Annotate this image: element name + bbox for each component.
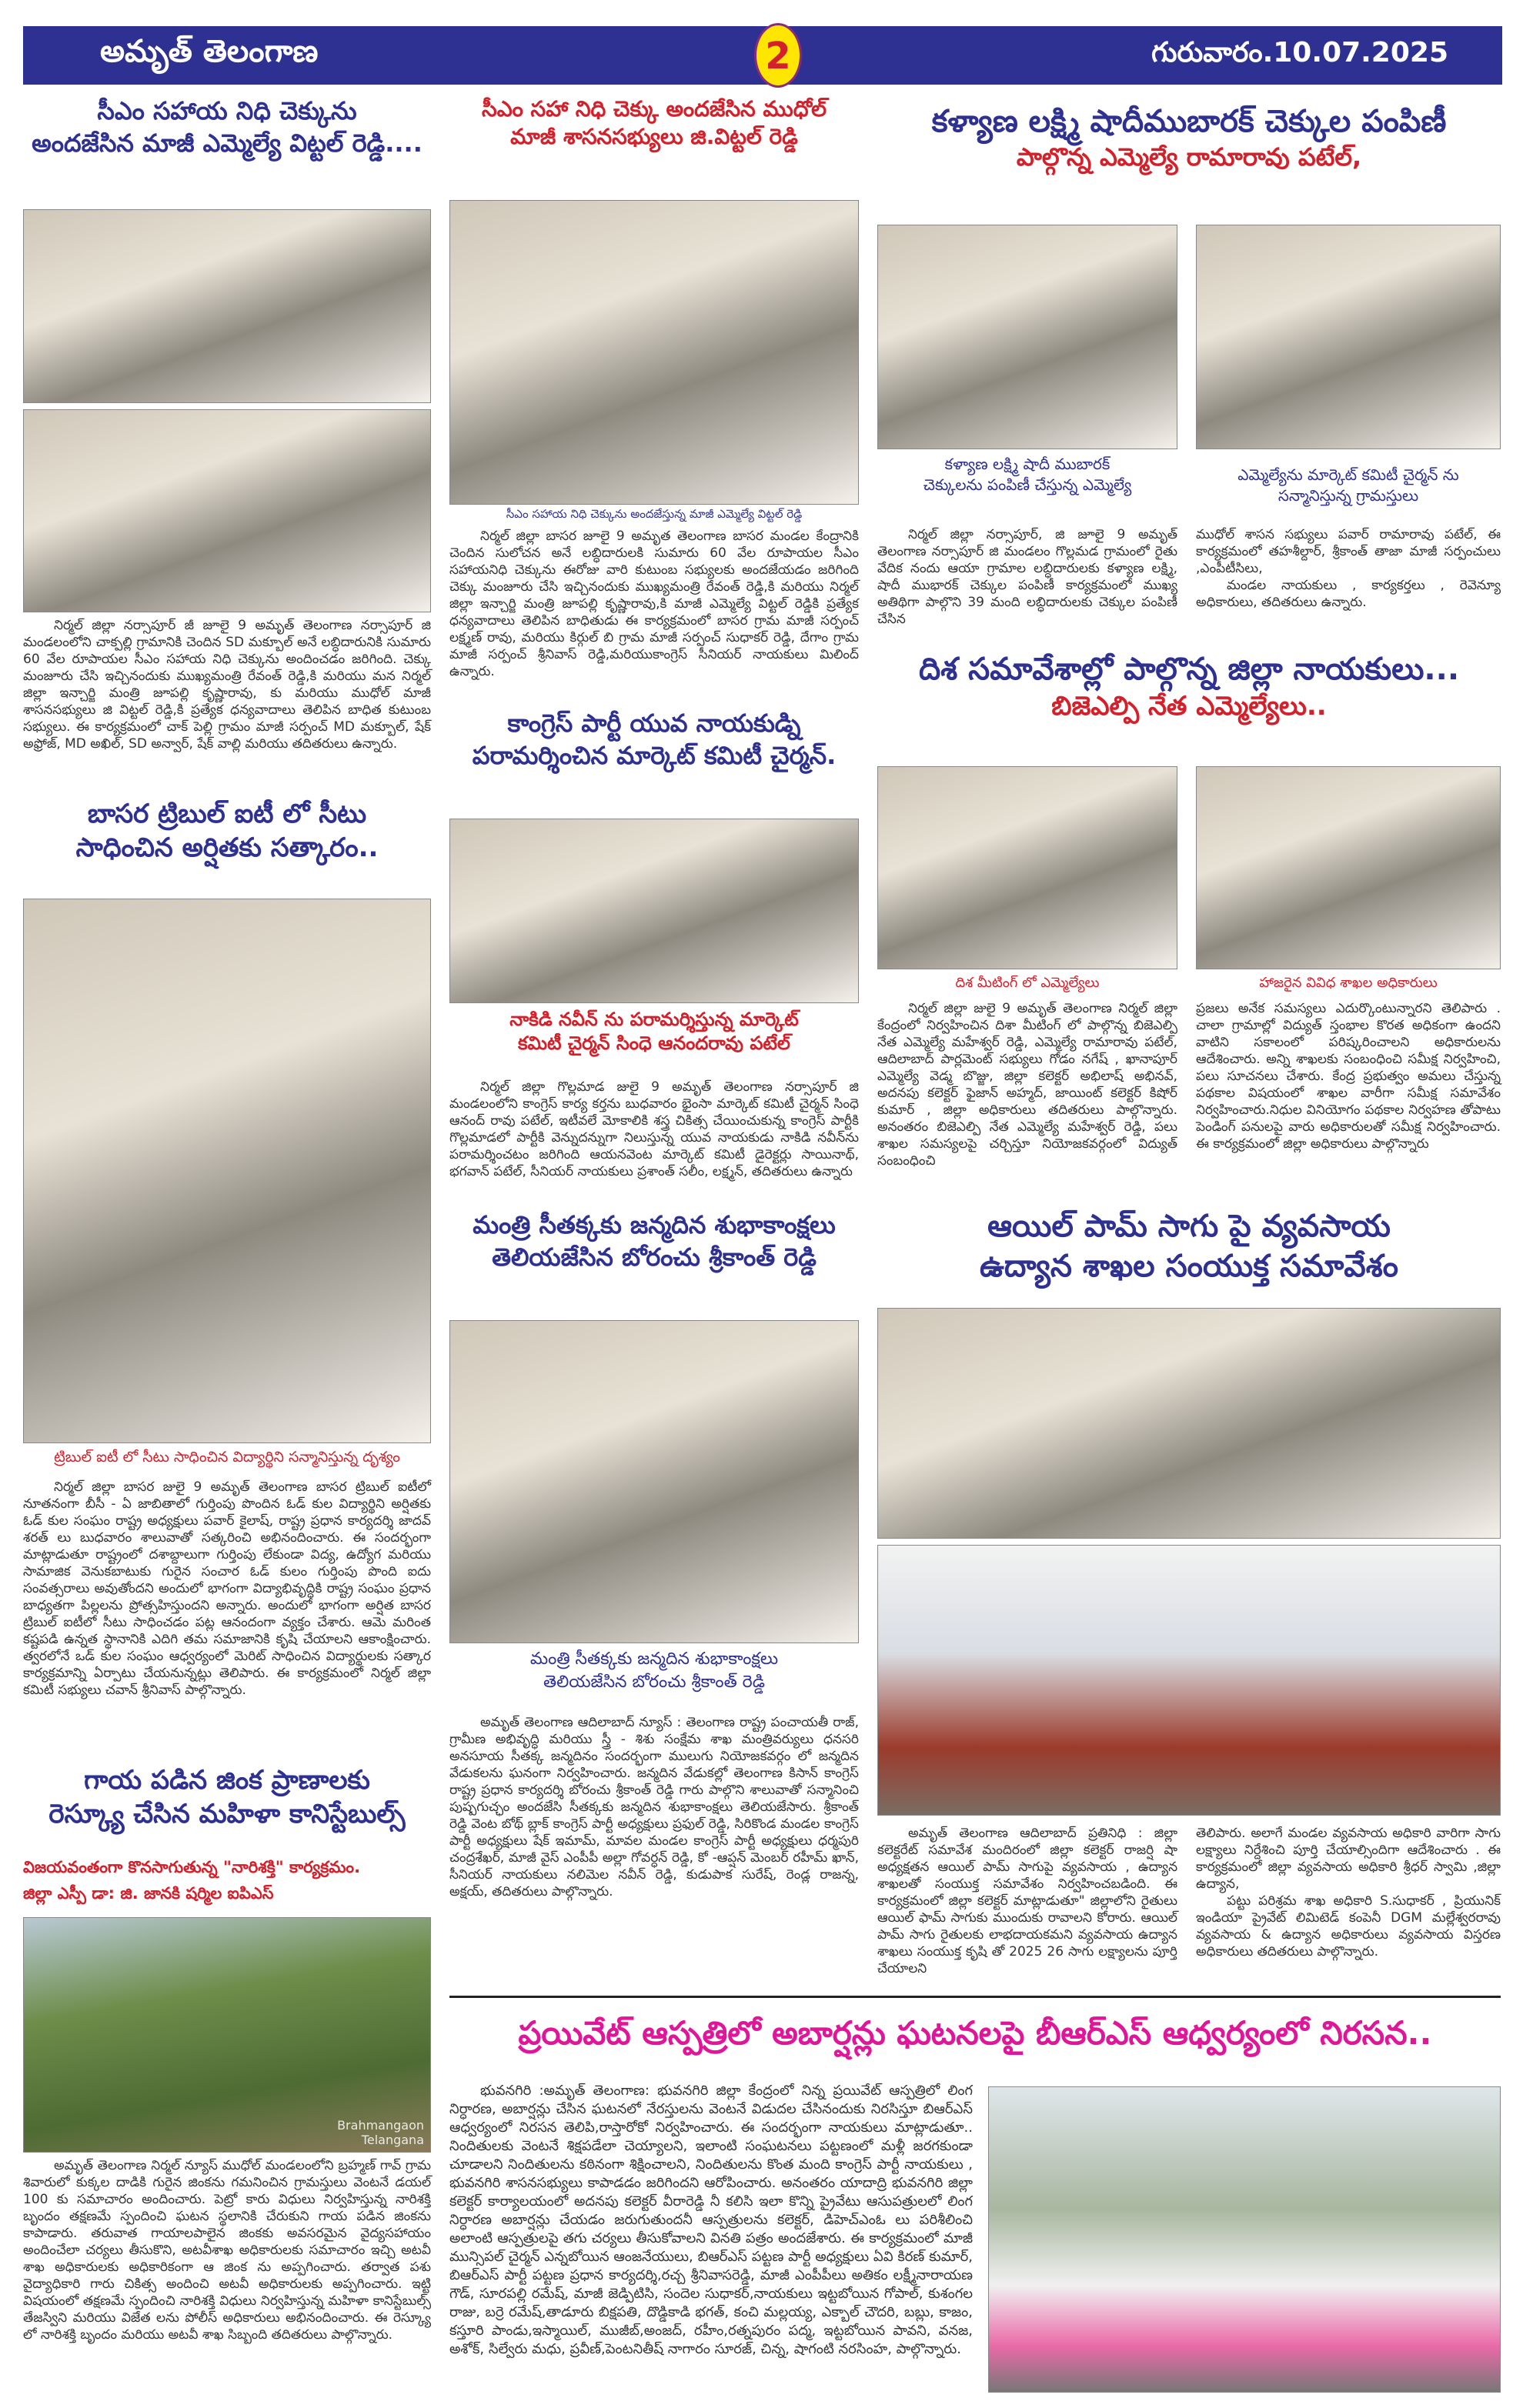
photo-caption: సీఎం సహాయ నిధి చెక్కును అందజేస్తున్న మాజీ ఎమ్మెల్యే విట్టల్ రెడ్డి xyxy=(506,507,803,521)
headline-line: పాల్గొన్న ఎమ్మెల్యే రామారావు పటేల్, xyxy=(1016,142,1362,172)
stamp-line: Brahmangaon xyxy=(337,2118,424,2133)
subheads xyxy=(23,1854,431,1906)
headline-line: దిశ సమావేశాల్లో పాల్గొన్న జిల్లా నాయకులు... xyxy=(918,652,1460,687)
headline-line: మాజీ శాసనసభ్యులు జి.విట్టల్ రెడ్డి xyxy=(510,124,798,150)
article-body: నిర్మల్ జిల్లా నర్సాపూర్ జీ జూలై 9 అమృత్ తెలంగాణ నర్సాపూర్ జి మండలంలోని చాక్పల్లి గ్రామానికి చెందిన SD మక్బూల్ అనే లబ్ధిదారునికి సుమారు 60 వేల రూపాయల సీఎం సహాయ నిధి చెక్కును అందించడం జరిగింది. చెక్కు మంజూరు చేసి ఇచ్చినందుకు ముఖ్యమంత్రి రేవంత్ రెడ్డి,కి మరియు మన నిర్మల్ జిల్లా ఇన్చార్జి మంత్రి జూపల్లి కృష్ణారావు, కు మరియు ముధోల్ మాజీ శాసనసభ్యులు జి విట్టల్ రెడ్డి,కి ప్రత్యేక ధన్యవాదాలు తెలిపిన బాధిత కుటుంబ సభ్యులు. ఈ కార్యక్రమంలో చాక్ పెల్లి గ్రామం మాజీ సర్పంచ్ MD మక్బూల్, షేక్ అఫ్రోజ్, MD అఖిల్, SD అన్వార్, షేక్ వాల్లి మరియు తదితరులు ఉన్నారు. xyxy=(23,618,431,752)
caption-line: సన్మానిస్తున్న గ్రామస్తులు xyxy=(1278,486,1419,505)
issue-date: గురువారం.10.07.2025 xyxy=(1151,37,1448,68)
photo-location-stamp xyxy=(337,2118,424,2147)
page-number-badge: 2 xyxy=(754,23,802,88)
photo-cheque-handover-1 xyxy=(23,209,431,403)
photo-mla-felicitation xyxy=(1196,225,1501,449)
headline-iiit-seat xyxy=(23,797,431,865)
paragraph: పట్టు పరిశ్రమ శాఖ అధికారి S.సుధాకర్ , ప్రియునిక్ ఇండియా ప్రైవేట్ లిమిటెడ్ కంపెనీ DGM మల్లేశ్వరరావు వ్యవసాయ & ఉద్యాన అధికారులు వ్యవసాయ విస్తరణ అధికారులు తదితరులు పాల్గొన్నారు. xyxy=(1196,1893,1501,1959)
article-body: అమృత్ తెలంగాణ ఆదిలాబాద్ న్యూస్ : తెలంగాణ రాష్ట్ర పంచాయతీ రాజ్, గ్రామీణ అభివృద్ధి మరియు స్త్రీ - శిశు సంక్షేమ శాఖ మంత్రివర్యులు ధనసరి అనసూయ సీతక్క జన్మదినం సందర్భంగా ములుగు నియోజకవర్గం లో జన్మదిన వేడుకలను ఘనంగా నిర్వహించారు. జన్మదిన వేడుకల్లో తెలంగాణ కిసాన్ కాంగ్రెస్ రాష్ట్ర ప్రధాన కార్యదర్శి బోరంచు శ్రీకాంత్ రెడ్డి గారు పాల్గొని శాలువాతో సన్మానించి పుష్పగుచ్ఛం అందజేసి సీతక్కకు జన్మదిన శుభాకాంక్షలు తెలియజేసారు. శ్రీకాంత్ రెడ్డి వెంట బోథ్ బ్లాక్ కాంగ్రెస్ పార్టీ అధ్యక్షులు ప్రఫుల్ రెడ్డి, సిరికొండ మండల కాంగ్రెస్ పార్టీ అధ్యక్షులు షేక్ ఇమామ్, మావల మండల కాంగ్రెస్ పార్టీ అధ్యక్షులు ధర్మపురి చంద్రశేఖర్, మాజీ వైస్ ఎంపీపీ అల్లా గోవర్ధన్ రెడ్డి, కో -ఆప్షన్ మెంబర్ రహీమ్ ఖాన్, సీనియర్ నాయకులు నలిమెల నవీన్ రెడ్డి, కుడుపాక సురేష్, రెండ్ల రాజన్న, అక్షయ్, తదితరులు పాల్గొన్నారు. xyxy=(449,1715,859,1899)
photo-oil-palm-release xyxy=(877,1308,1501,1539)
photo-caption: ట్రిబుల్ ఐటీ లో సీటు సాధించిన విద్యార్థిని సన్మానిస్తున్న దృశ్యం xyxy=(54,1449,400,1466)
caption-line: తెలియజేసిన బోరంచు శ్రీకాంత్ రెడ్డి xyxy=(543,1672,766,1692)
caption-line: ఎమ్మెల్యేను మార్కెట్ కమిటీ చైర్మన్ ను xyxy=(1237,465,1459,484)
headline-oil-palm-meeting xyxy=(877,1206,1501,1286)
caption-line: మంత్రి సీతక్కకు జన్మదిన శుభాకాంక్షలు xyxy=(529,1649,779,1669)
photo-caption xyxy=(449,1008,859,1056)
article-body: నిర్మల్ జిల్లా నర్సాపూర్, జి జూలై 9 అమృత్ తెలంగాణ నర్సాపూర్ జి మండలం గొల్లమడ గ్రామంలో రైతు వేదిక నందు ఆయా గ్రామాల లబ్ధిదారులకు కళ్యాణ లక్ష్మి, షాదీ ముభారక్ చెక్కుల పంపిణీ కార్యక్రమంలో ముఖ్య అతిథిగా పాల్గొని 39 మంది లబ్ధిదారులకు చెక్కుల పంపిణీ చేసిన xyxy=(877,527,1177,627)
caption-line: కమిటీ చైర్మన్ సింధె ఆనందరావు పటేల్ xyxy=(518,1032,790,1055)
photo-cheque-distribution xyxy=(877,225,1177,449)
caption-line: కళ్యాణ లక్ష్మి షాదీ ముబారక్ xyxy=(944,455,1111,473)
article-body: అమృత్ తెలంగాణ ఆదిలాబాద్ ప్రతినిధి : జిల్లా కలెక్టరేట్ సమావేశ మందిరంలో జిల్లా కలెక్టర్ రాజర్షి షా అధ్యక్షతన ఆయిల్ పామ్ సాగుపై వ్యవసాయ , ఉద్యాన శాఖలతో సంయుక్త సమావేశం నిర్వహించబడింది. ఈ కార్యక్రమంలో జిల్లా కలెక్టర్ మాట్లాడుతూ" జిల్లాలోని రైతులు ఆయిల్ ఫామ్ సాగుకు ముందుకు రావాలని కోరారు. ఆయిల్ పామ్ సాగు రైతులకు లాభదాయకమని వ్యవసాయ ఉద్యాన శాఖలు సంయుక్త కృషి తో 2025 26 సాగు లక్ష్యాలను పూర్తి చేయాలని xyxy=(877,1826,1177,1976)
headline-line: బాసర ట్రిబుల్ ఐటీ లో సీటు xyxy=(87,799,367,829)
headline-line: గాయ పడిన జింక ప్రాణాలకు xyxy=(84,1765,370,1796)
photo-officials-audience xyxy=(1196,766,1501,969)
headline-seethakka-birthday xyxy=(449,1209,859,1273)
photo-disha-meeting-dais xyxy=(877,766,1177,969)
headline-cm-relief-fund xyxy=(23,95,431,159)
photo-caption xyxy=(877,454,1177,495)
headline-line: కళ్యాణ లక్ష్మి షాదీముబారక్ చెక్కుల పంపిణీ xyxy=(931,104,1447,139)
article-body: అమృత్ తెలంగాణ నిర్మల్ న్యూస్ ముధోల్ మండలంలోని బ్రహ్మణ్ గావ్ గ్రామ శివారులో కుక్కల దాడికి గురైన జింకను గమనించిన గ్రామస్తులు వెంటనే డయల్ 100 కు సమాచారం అందించారు. పెట్రో కారు విధులు నిర్వహిస్తున్న నారిశక్తి బృందం తక్షణమే స్పందించి ఘటన స్థలానికి చేరుకుని గాయ పడిన జింకను కాపాడారు. తరువాత గాయాలపాలైన జింకకు అవసరమైన వైద్యసహాయం అందించేలా చర్యలు తీసుకొని, అటవీశాఖ అధికారులకు సమాచారం ఇచ్చి అటవీ శాఖ అధికారులకు అధికారికంగా ఆ జింక ను అప్పగించారు. తర్వాత పశు వైద్యాధికారి గారు చికిత్స అందించి అటవీ అధికారులకు అప్పగించారు. ఇట్టి విషయంలో తక్షణమే స్పందించి నారిశక్తి విధులు నిర్వహిస్తున్న మహిళా కానిస్టేబుల్స్ తేజస్విని మరియు విజేత లను పోలీస్ అధికారులు అభినందించారు. ఈ రెస్క్యూ లో నారిశక్తి బృందం మరియు అటవీ శాఖ సిబ్బంది తదితరులు పాల్గొన్నారు. xyxy=(23,2158,431,2343)
photo-cheque-office xyxy=(449,200,859,505)
headline-line: సీఎం సహా నిధి చెక్కు అందజేసిన ముధోల్ xyxy=(482,96,827,122)
photo-caption: హాజరైన వివిధ శాఖల అధికారులు xyxy=(1259,975,1438,991)
headline-line: ఉద్యాన శాఖల సంయుక్త సమావేశం xyxy=(979,1249,1399,1284)
headline-kalyana-lakshmi xyxy=(877,102,1501,174)
headline-line: ఆయిల్ పామ్ సాగు పై వ్యవసాయ xyxy=(987,1209,1391,1244)
headline-line: తెలియజేసిన బోరంచు శ్రీకాంత్ రెడ్డి xyxy=(492,1242,817,1272)
newspaper-title: అమృత్ తెలంగాణ xyxy=(100,34,319,69)
photo-birthday-celebration xyxy=(449,1320,859,1643)
photo-hospital-visit xyxy=(449,819,859,1003)
headline-deer-rescue xyxy=(23,1763,431,1831)
headline-line: మంత్రి సీతక్కకు జన్మదిన శుభాకాంక్షలు xyxy=(473,1210,836,1239)
article-body: నిర్మల్ జిల్లా బాసర జూలై 9 అమృత తెలంగాణ బాసర మండల కేంద్రానికి చెందిన సులోచన అనే లబ్ధిదారులకి సుమారు 60 వేల రూపాయల సీఎం సహాయనిధి చెక్కును ఈరోజు వారి కుటుంబ సభ్యులకు అందజేయడం జరిగింది చెక్కు మంజూరు చేసి ఇచ్చినందుకు ముఖ్యమంత్రి రేవంత్ రెడ్డి,కి మరియు నిర్మల్ జిల్లా ఇన్చార్జి మంత్రి జూపల్లి కృష్ణారావు,కి మాజీ ఎమ్మెల్యే విట్టల్ రెడ్డికి ప్రత్యేక ధన్యవాదాలు తెలిపిన బాధితుడు ఈ కార్యక్రమంలో బాసర గ్రామ మాజీ సర్పంచ్ లక్ష్మణ్ రావు, మరియు కిర్గుల్ బి గ్రామ మాజీ సర్పంచ్ సుధాకర్ రెడ్డి, దేగాం గ్రామ మాజీ సర్పంచ్ శ్రీనివాస్ రెడ్డి,మరియుకాంగ్రెస్ సీనియర్ నాయకులు మిలింద్ ఉన్నారు. xyxy=(449,529,859,679)
photo-caption xyxy=(449,1648,859,1693)
article-body: నిర్మల్ జిల్లా జులై 9 అమృత్ తెలంగాణ నిర్మల్ జిల్లా కేంద్రంలో నిర్వహించిన దిశా మీటింగ్ లో పాల్గొన్న బిజెఎల్పి నేత ఎమ్మెల్యే మహేశ్వర్ రెడ్డి, ఎమ్మెల్యే రామారావు పటేల్, ఆదిలాబాద్ పార్లమెంట్ సభ్యులు గోడం నగేష్ , ఖానాపూర్ ఎమ్మెల్యే వెడ్మ బొజ్జు, జిల్లా కలెక్టర్ అభిలాష్ అభినవ్, అదనపు కలెక్టర్ ఫైజాన్ అహ్మద్, జాయింట్ కలెక్టర్ కిషోర్ కుమార్ , జిల్లా అధికారులు తదితరులు పాల్గొన్నారు. అనంతరం బిజెఎల్పి నేత ఎమ్మెల్యే మహేశ్వర్ రెడ్డి, పలు శాఖల సమస్యలపై చర్చిస్తూ నియోజకవర్గంలో విద్యుత్ సంబంధించి xyxy=(877,1001,1177,1169)
headline-former-mla-cheque xyxy=(449,95,859,152)
subhead: జిల్లా ఎస్పీ డా: జి. జానకి షర్మిల ఐపిఎస్ xyxy=(23,1884,274,1903)
stamp-line: Telangana xyxy=(361,2133,424,2147)
photo-caption: దిశ మీటింగ్ లో ఎమ్మెల్యేలు xyxy=(955,975,1100,991)
headline-disha-meeting xyxy=(877,649,1501,723)
photo-deer-rescue xyxy=(23,1917,431,2153)
article-body: భువనగిరి :అమృత్ తెలంగాణ: భువనగిరి జిల్లా కేంద్రంలో నిన్న ప్రయివేట్ ఆస్పత్రిలో లింగ నిర్ధారణ, అబార్షన్లు చేసిన ఘటనలో నేరస్తులను వెంటనే విడుదల చేసినందుకు నిరసిస్తూ బిఆర్ఎస్ ఆధ్వర్యంలో నిరసన తెలిపి,రాస్తారోకో నిర్వహించారు. ఈ సందర్భంగా నాయకులు మాట్లాడుతూ.. నిందితులకు వెంటనే శిక్షపడేలా చెయ్యాలని, ఇలాంటి సంఘటనలు పట్టణంలో మళ్లీ జరగకుండా చూడాలని నిందితులను కఠినంగా శిక్షించాలని, నిందితులను కొంత మంది కాంగ్రెస్ పార్టీ నాయకులు , భువనగిరి శాసనసభ్యులు కాపాడడం జరిగిందని ఆరోపించారు. అనంతరం యాదాద్రి భువనగిరి జిల్లా కలెక్టర్ కార్యాలయంలో అదనపు కలెక్టర్ వీరారెడ్డి నీ కలిసి ఇలా కొన్ని ప్రైవేటు ఆసుపత్రులలో లింగ నిర్ధారణ అబార్షన్లు చేయడం జరుగుతుందనీ ఆస్పత్రులను కలెక్టర్, డిహెచ్ఎంఓ లు పరిశీలించి అలాంటి ఆస్పత్రులపై తగు చర్యలు తీసుకోవాలని వినతి పత్రం అందజేశారు. ఈ కార్యక్రమంలో మాజీ మున్సిపల్ చైర్మన్ ఎన్నబోయిన ఆంజనేయులు, బిఆర్ఎస్ పట్టణ పార్టీ అధ్యక్షులు ఏవి కిరణ్ కుమార్, బిఆర్ఎస్ పార్టీ పట్టణ ప్రధాన కార్యదర్శి,రచ్చ శ్రీనివాసరెడ్డి, మాజీ ఎంపీపీలు అతికం లక్ష్మీనారాయణ గౌడ్, సూరపల్లి రమేష్, మాజీ జెడ్పిటిసి, సందెల సుధాకర్,నాయకులు ఇట్టబోయిన గోపాల్, కుశంగల రాజు, బర్రె రమేష్,తాడూరు బిక్షపతి, దొడ్డికాడి భగత్, కంచి మల్లయ్య, ఎక్బాల్ చౌదరి, బబ్లు, కాజం, కస్తూరి పాండు,ఇస్మాయిల్, ముజీబ్,అంజద్, రహీం,రత్నపురం పద్మ, ఇట్టబోయిన పావని, వనజ, అశోక్, సిల్వేరు మధు, ప్రవీణ్,పెంటనితీష్ నాగారం సూరజ్, చిన్న, షాగంటి నరసింహ, పాల్గొన్నారు. xyxy=(449,2083,973,2357)
photo-cheque-handover-2 xyxy=(23,409,431,612)
caption-line: నాకిడి నవీన్ ను పరామర్శిస్తున్న మార్కెట్ xyxy=(509,1009,799,1030)
headline-brs-protest: ప్రయివేట్ ఆస్పత్రిలో అబార్షన్లు ఘటనలపై బీఆర్ఎస్ ఆధ్వర్యంలో నిరసన.. xyxy=(518,2014,1432,2052)
section-divider xyxy=(449,1996,1501,1998)
article-body-continued xyxy=(1196,526,1501,611)
paragraph: తెలిపారు. అలాగే మండల వ్యవసాయ అధికారి వారిగా సాగు లక్ష్యాలు నిర్దేశించి పూర్తి చేయాల్సిందిగా ఆదేశించారు . ఈ కార్యక్రమంలో జిల్లా వ్యవసాయ అధికారి శ్రీధర్ స్వామి ,జిల్లా ఉద్యాన, xyxy=(1196,1826,1501,1892)
headline-market-chairman-visit xyxy=(449,708,859,772)
paragraph: ముధోల్ శాసన సభ్యులు పవార్ రామారావు పటేల్, ఈ కార్యక్రమంలో తహశీల్దార్, శ్రీకాంత్ తాజా మాజీ సర్పంచులు ,ఎంపీటీసిలు, xyxy=(1196,527,1501,576)
subhead: విజయవంతంగా కొనసాగుతున్న "నారిశక్తి" కార్యక్రమం. xyxy=(23,1858,361,1876)
article-body: నిర్మల్ జిల్లా గొల్లమాడ జులై 9 అమృత్ తెలంగాణ నర్సాపూర్ జి మండలంలోని కాంగ్రెస్ కార్య కర్తను బుధవారం భైంసా మార్కెట్ కమిటీ చైర్మన్ సింధె ఆనంద్ రావు పటేల్, ఇటీవలే మోకాలికి శస్త్ర చికిత్స చేయించుకున్న కాంగ్రెస్ పార్టీకి గొల్లమాడలో పార్టీకి వెన్నుదన్నుగా నిలుస్తున్న యువ నాయకుడు నాకిడి నవీన్‌ను పరామర్శించటం జరిగింది ఆయనవెంట మార్కెట్ కమిటీ డైరెక్టర్లు సాయినాథ్, భగవాన్ పటేల్, సీనియర్ నాయకులు ప్రశాంత్ సలీం, లక్ష్మన్, తదితరులు ఉన్నారు xyxy=(449,1079,859,1179)
headline-line: సాధించిన అర్షితకు సత్కారం.. xyxy=(75,832,379,864)
photo-collectorate-meeting-hall xyxy=(877,1545,1501,1816)
headline-line: బిజెఎల్పి నేత ఎమ్మెల్యేలు.. xyxy=(1051,691,1327,722)
paragraph: మండల నాయకులు , కార్యకర్తలు , రెవెన్యూ అధికారులు, తదితరులు ఉన్నారు. xyxy=(1196,578,1501,610)
headline-line: కాంగ్రెస్ పార్టీ యువ నాయకుడ్ని xyxy=(507,709,801,738)
article-body: నిర్మల్ జిల్లా బాసర జులై 9 అమృత్ తెలంగాణ బాసర ట్రిబుల్ ఐటీలో నూతనంగా బీసీ - ఏ జాబితాలో గుర్తింపు పొందిన ఓడ్ కుల విద్యార్థిని అర్షితకు ఓడ్ కుల సంఘం రాష్ట్ర అధ్యక్షులు పవార్ కైలాష్, రాష్ట్ర ప్రధాన కార్యదర్శి జాదవ్ శరత్ లు బుధవారం శాలువాతో సత్కరించి అభినందించారు. ఈ సందర్భంగా మాట్లాడుతూ రాష్ట్రంలో దశాబ్దాలుగా గుర్తింపు లేకుండా విద్య, ఉద్యోగ మరియు సామాజిక వెనుకబాటుకు గురైన సంచార ఓడ్ కులం గుర్తింపు పొంది ఐదు సంవత్సరాలు అవుతోందని అందులో భాగంగా విద్యాభివృద్ధికి రాష్ట్ర సంఘం ప్రధాన బాధ్యతగా పిల్లలను ప్రోత్సహిస్తుందని అన్నారు. అందులో భాగంగా అర్షిత బాసర ట్రిబుల్ ఐటీలో సీటు సాధించడం పట్ల ఆనందంగా వ్యక్తం చేశారు. ఆమె మరింత కష్టపడి ఉన్నత స్థానానికి ఎదిగి తమ సమాజానికి కృషి చేయాలని ఆకాంక్షించారు. త్వరలోనే ఒడ్ కుల సంఘం ఆధ్వర్యంలో మెరిట్ సాధించిన విద్యార్థులకు సత్కార కార్యక్రమాన్ని ఏర్పాటు చేయనున్నట్లు తెలిపారు. ఈ కార్యక్రమంలో నిర్మల్ జిల్లా కమిటీ సభ్యులు చవాన్ శ్రీనివాస్ పాల్గొన్నారు. xyxy=(23,1479,431,1698)
photo-student-felicitation xyxy=(23,899,431,1443)
headline-line: అందజేసిన మాజీ ఎమ్మెల్యే విట్టల్ రెడ్డి.... xyxy=(32,128,422,158)
article-body-continued xyxy=(1196,1825,1501,1960)
photo-brs-protest-rally xyxy=(988,2086,1501,2393)
headline-line: రెస్క్యూ చేసిన మహిళా కానిస్టేబుల్స్ xyxy=(48,1799,406,1830)
masthead xyxy=(23,26,1502,85)
headline-line: సీఎం సహాయ నిధి చెక్కును xyxy=(97,96,357,125)
caption-line: చెక్కులను పంపిణీ చేస్తున్న ఎమ్మెల్యే xyxy=(923,475,1132,494)
article-body-continued: ప్రజలు అనేక సమస్యలు ఎదుర్కొంటున్నారని తెలిపారు . చాలా గ్రామాల్లో విద్యుత్ స్తంభాల కొరత అధికంగా ఉందని వాటిని సకాలంలో పరిష్కరించాలని అధికారులను ఆదేశించారు. అన్ని శాఖలకు సంబంధించి సమీక్ష నిర్వహించి, పలు సూచనలు చేశారు. కేంద్ర ప్రభుత్వం అమలు చేస్తున్న పథకాల విషయంలో శాఖల వారీగా సమీక్ష సమావేశం నిర్వహించారు.నిధుల వినియోగం పథకాల నిర్వహణ తోపాటు పెండింగ్ పనులపై వారు అధికారులతో సమీక్ష నిర్వహించారు. ఈ కార్యక్రమంలో జిల్లా అధికారులు పాల్గొన్నారు xyxy=(1196,1001,1501,1152)
headline-line: పరామర్శించిన మార్కెట్ కమిటీ చైర్మన్. xyxy=(472,740,837,770)
photo-caption xyxy=(1196,465,1501,506)
